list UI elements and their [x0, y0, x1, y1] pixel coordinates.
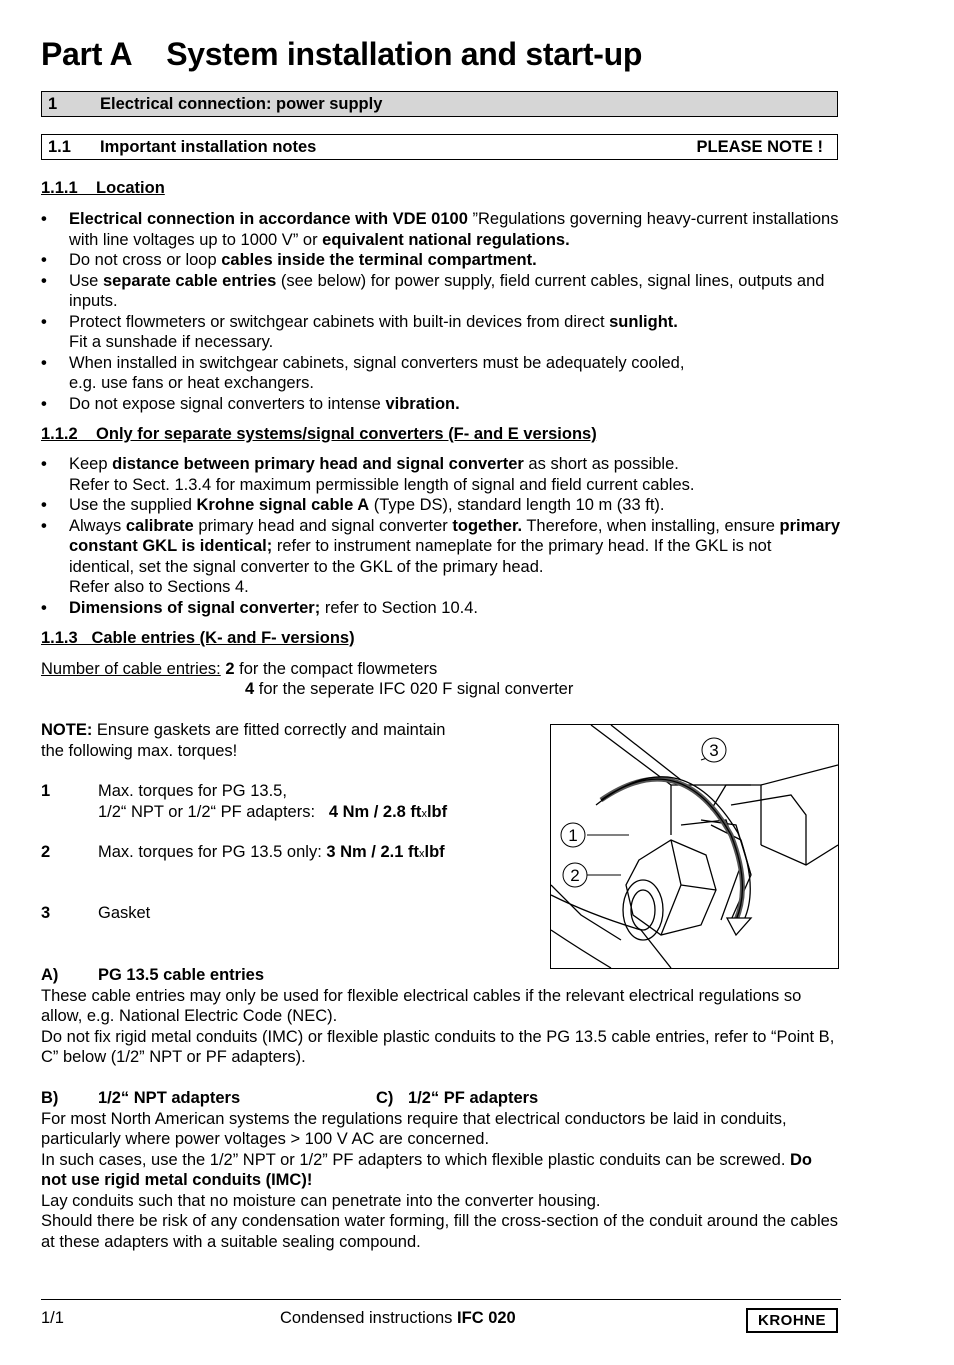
- cable-entries-count: [41, 659, 437, 680]
- list-item: [41, 495, 841, 516]
- item-text: Max. torques for PG 13.5 only:: [98, 843, 322, 861]
- section-a-line: Do not fix rigid metal conduits (IMC) or flexible plastic conduits to the PG 13.5 cable entries, refer to “Point B, C” below (1/2” NPT or PF adapters).: [41, 1027, 835, 1066]
- figure-label-3: 3: [709, 741, 719, 760]
- torque-value: 3 Nm / 2.1 ft: [326, 843, 419, 861]
- note-label: NOTE:: [41, 721, 93, 739]
- list-item-text: Dimensions of signal converter; refer to Section 10.4.: [69, 598, 478, 617]
- torque-unit: lbf: [424, 843, 445, 861]
- item-text: Gasket: [98, 904, 151, 922]
- footer-doc-prefix: Condensed instructions: [280, 1309, 458, 1327]
- item-number: 1: [41, 782, 51, 800]
- bullet-icon: •: [41, 312, 47, 331]
- list-item: [41, 454, 841, 495]
- list-item-text: e.g. use fans or heat exchangers.: [69, 374, 314, 392]
- cable-entries-label: Number of cable entries:: [41, 660, 221, 678]
- section-title: Electrical connection: power supply: [100, 95, 383, 113]
- cable-gland-figure: [550, 724, 839, 969]
- page: Part A System installation and start-up 1 Electrical connection: power supply 1.1 Important installation notes PLEASE NOTE ! 1.1.1 Location • Electrical connection in accordance with VDE 0100 ”Regulations governing heavy-current installations with line voltages up to 1000 V” or equivalent national regulations. • Do not cross or loop cables inside the terminal compartment. • Use separate cable entries (see below) for power supply, field current cables, signal lines, outputs and inputs. • Protect flowmeters or switchgear cabinets with built-in devices from direct sunlight. Fit a sunshade if necessary. • When installed in switchgear cabinets, signal converters must be adequately cooled, e.g. use fans or heat exchangers. • Do not expose signal converters to intense vibration. 1.1.2 Only for separate systems/signal converters (F- and E versions) • Keep distance between primary head and signal converter as short as possible. Refer to Sect. 1.3.4 for maximum permissible length of signal and field current cables. • Use the supplied Krohne signal cable A (Type DS), standard length 10 m (33 ft). • Always calibrate primary head and signal converter together. Therefore, when installing, ensure primary constant GKL is identical; refer to instrument nameplate for the primary head. If the GKL is not identical, set the signal converter to the GKL of the primary head. Refer also to Sections 4. • Dimensions of signal converter; refer to Section 10.4. 1.1.3 Cable entries (K- and F- versions) Number of cable entries: 2 for the compact flowmeters 4 for the seperate IFC 020 F signal converter NOTE: Ensure gaskets are fitted correctly and maintain the following max. torques! 1 Max. torques for PG 13.5, 1/2“ NPT or 1/2“ PF adapters: 4 Nm / 2.8 ftxlbf 2 Max. torques for PG 13.5 only: 3 Nm / 2.1 ftxlbf 3 Gasket 3 1 2 A) PG 13.5 cable entries These cable entries may only be used for flexible electrical cables if the relevant electrical regulations so allow, e.g. National Electric Code (NEC). Do not fix rigid metal conduits (IMC) or flexible plastic conduits to the PG 13.5 cable entries, refer to “Point B, C” below (1/2” NPT or PF adapters). B) 1/2“ NPT adapters C) 1/2“ PF adapters For most North American systems the regulations require that electrical conductors be laid in conduits, particularly where power voltages > 100 V AC are concerned. In such cases, use the 1/2” NPT or 1/2” PF adapters to which flexible plastic conduits can be screwed. Do not use rigid metal conduits (IMC)! Lay conduits such that no moisture can penetrate into the converter housing. Should there be risk of any condensation water forming, fill the cross-section of the conduit around the cables at these adapters with a suitable sealing compound. 1/1 Condensed instructions IFC 020 KROHNE: [0, 0, 954, 1365]
- list-item-text: Always calibrate primary head and signal converter together. Therefore, when installing, ensure primary constant GKL is identical; refer to instrument nameplate for the primary head. If the GKL is not identical, set the signal converter to the GKL of the primary head.: [69, 516, 841, 576]
- section-c-label: C): [376, 1089, 394, 1107]
- list-item: [41, 209, 841, 250]
- footer-doc-title: [280, 1308, 516, 1329]
- item-text-2: 1/2“ NPT or 1/2“ PF adapters:: [98, 802, 316, 821]
- bullet-icon: •: [41, 496, 47, 514]
- subsection-heading-separate-systems: 1.1.2 Only for separate systems/signal converters (F- and E versions): [41, 425, 597, 443]
- location-bullet-list: [41, 209, 841, 414]
- please-note: PLEASE NOTE !: [696, 138, 823, 156]
- bullet-icon: •: [41, 598, 47, 617]
- list-item: [41, 271, 841, 312]
- section-number: 1.1: [48, 138, 71, 156]
- entry-text: for the seperate IFC 020 F signal converter: [254, 680, 574, 698]
- list-item-text: Fit a sunshade if necessary.: [69, 333, 274, 351]
- section-b-line: Lay conduits such that no moisture can penetrate into the converter housing.: [41, 1191, 601, 1210]
- section-b-body: [41, 1109, 841, 1253]
- section-b-line: Should there be risk of any condensation water forming, fill the cross-section of the conduit around the cables at these adapters with a suitable sealing compound.: [41, 1212, 839, 1251]
- figure-label-1: 1: [568, 826, 578, 845]
- krohne-logo: KROHNE: [746, 1308, 838, 1333]
- page-title: [41, 34, 642, 74]
- list-item-text: Protect flowmeters or switchgear cabinets with built-in devices from direct sunlight.: [69, 312, 678, 331]
- subsection-heading-cable-entries: 1.1.3 Cable entries (K- and F- versions): [41, 629, 355, 647]
- list-item-text: When installed in switchgear cabinets, signal converters must be adequately cooled,: [69, 353, 685, 372]
- list-item: [41, 312, 841, 353]
- section-a: [41, 965, 841, 1068]
- note-text: Ensure gaskets are fitted correctly and maintain: [92, 721, 446, 739]
- list-item: [41, 353, 841, 394]
- subsection-heading-location: 1.1.1 Location: [41, 179, 165, 197]
- torque-unit: lbf: [426, 802, 448, 821]
- title-text: System installation and start-up: [166, 36, 643, 72]
- footer-rule: [41, 1299, 841, 1300]
- list-item-text: Refer to Sect. 1.3.4 for maximum permissible length of signal and field current cables.: [69, 475, 695, 494]
- list-item: [41, 598, 841, 619]
- section-b: [41, 1088, 841, 1252]
- section-b-label: B): [41, 1089, 59, 1107]
- bullet-icon: •: [41, 251, 47, 269]
- section-a-line: These cable entries may only be used for flexible electrical cables if the relevant electrical regulations so allow, e.g. National Electric Code (NEC).: [41, 986, 802, 1025]
- entry-count: 4: [245, 680, 255, 698]
- footer-page-number: 1/1: [41, 1309, 64, 1327]
- section-1-bar: [41, 91, 838, 117]
- section-b-line: For most North American systems the regulations require that electrical conductors be laid in conduits, particularly where power voltages > 100 V AC are concerned.: [41, 1109, 787, 1148]
- bullet-icon: •: [41, 210, 47, 228]
- separate-systems-bullet-list: [41, 454, 841, 618]
- list-item: [41, 250, 841, 271]
- section-b-heading: 1/2“ NPT adapters: [98, 1089, 241, 1107]
- section-a-heading: PG 13.5 cable entries: [98, 966, 265, 984]
- cable-entries-count-2: [245, 679, 573, 700]
- list-item: [41, 394, 841, 415]
- list-item: [41, 516, 841, 598]
- list-item-text: Do not expose signal converters to intense vibration.: [69, 394, 460, 413]
- torque-value: 4 Nm / 2.8 ft: [328, 802, 422, 821]
- title-part: Part A: [41, 36, 133, 72]
- section-c-heading: 1/2“ PF adapters: [408, 1089, 539, 1107]
- section-a-label: A): [41, 966, 59, 984]
- bullet-icon: •: [41, 353, 47, 372]
- list-item-text: Do not cross or loop cables inside the terminal compartment.: [69, 251, 537, 269]
- list-item-text: Use the supplied Krohne signal cable A (Type DS), standard length 10 m (33 ft).: [69, 496, 665, 514]
- bullet-icon: •: [41, 516, 47, 535]
- item-number: 2: [41, 843, 51, 861]
- section-number: 1: [48, 95, 58, 113]
- section-b-line: In such cases, use the 1/2” NPT or 1/2” PF adapters to which flexible plastic conduits can be screwed. Do not use rigid metal conduits (IMC)!: [41, 1150, 812, 1189]
- entry-count: 2: [225, 660, 235, 678]
- torque-note: [41, 720, 541, 761]
- section-1-1-bar: [41, 134, 838, 160]
- bullet-icon: •: [41, 394, 47, 413]
- item-number: 3: [41, 904, 51, 922]
- note-text-2: the following max. torques!: [41, 741, 238, 760]
- item-text: Max. torques for PG 13.5,: [98, 782, 287, 800]
- bullet-icon: •: [41, 455, 47, 473]
- section-title: Important installation notes: [100, 138, 317, 156]
- cable-gland-drawing: [551, 725, 838, 968]
- list-item-text: Keep distance between primary head and signal converter as short as possible.: [69, 455, 679, 473]
- list-item-text: Refer also to Sections 4.: [69, 578, 249, 596]
- bullet-icon: •: [41, 271, 47, 290]
- footer-doc-model: IFC 020: [457, 1309, 516, 1327]
- list-item-text: Use separate cable entries (see below) for power supply, field current cables, signal lines, outputs and inputs.: [69, 271, 825, 310]
- list-item-text: Electrical connection in accordance with VDE 0100 ”Regulations governing heavy-current installations with line voltages up to 1000 V” or equivalent national regulations.: [69, 210, 839, 249]
- figure-label-2: 2: [570, 866, 580, 885]
- entry-text: for the compact flowmeters: [234, 660, 438, 678]
